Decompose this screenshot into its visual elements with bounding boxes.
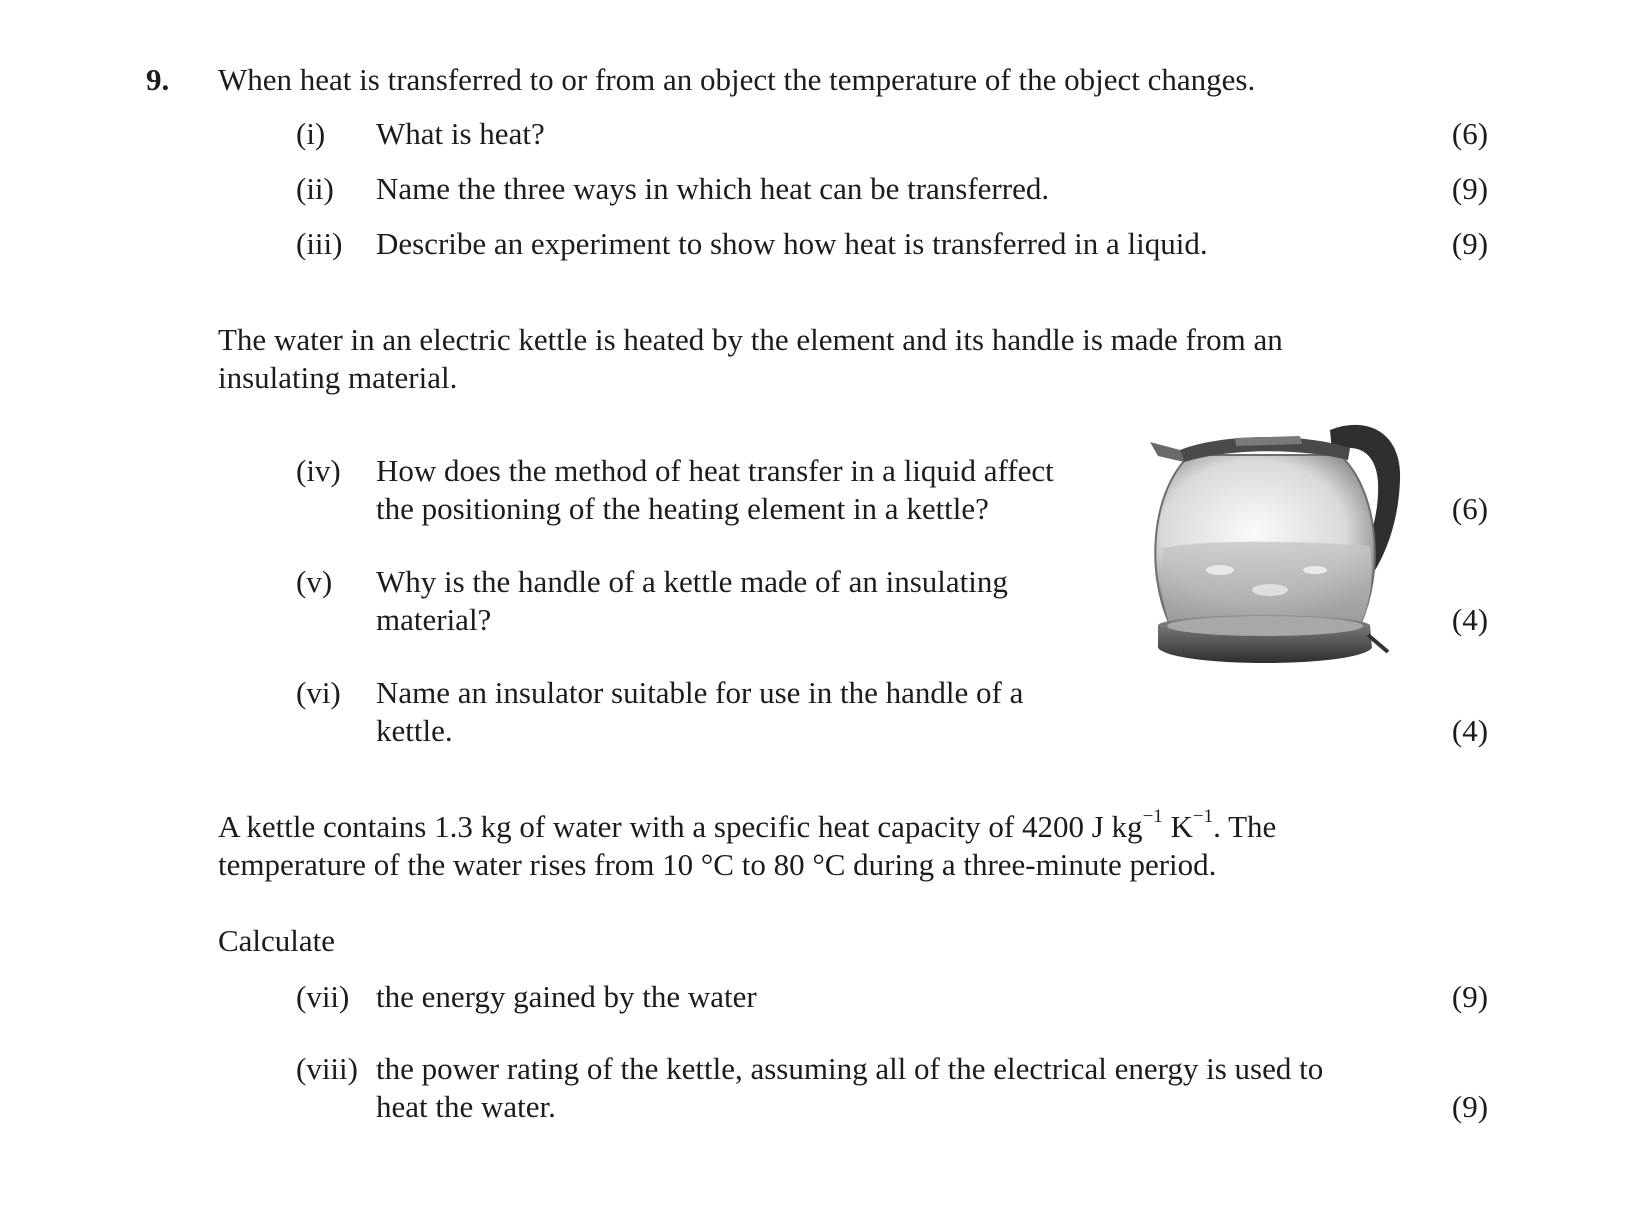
part-vii-label: (vii) (296, 979, 350, 1014)
calc-intro-line1: A kettle contains 1.3 kg of water with a specific heat capacity of 4200 J $kg^{-1}$ $K^{-1}$. The (218, 805, 1277, 844)
part-iii-marks: (9) (1451, 226, 1489, 261)
part-iv-line1: How does the method of heat transfer in a liquid affect (376, 453, 1054, 488)
part-viii-line1: the power rating of the kettle, assuming all of the electrical energy is used to (376, 1051, 1324, 1086)
part-vii-line1: the energy gained by the water (376, 979, 757, 1014)
part-vii-marks: (9) (1451, 979, 1489, 1014)
question-number: 9. (146, 62, 170, 97)
part-v-label: (v) (296, 564, 333, 599)
part-vi-marks: (4) (1451, 713, 1489, 748)
question-intro: When heat is transferred to or from an object the temperature of the object changes. (218, 62, 1256, 97)
part-ii-label: (ii) (296, 171, 334, 206)
part-iv-marks: (6) (1451, 491, 1489, 526)
part-vi-line1: Name an insulator suitable for use in the handle of a (376, 675, 1024, 710)
part-viii-marks: (9) (1451, 1089, 1489, 1124)
part-ii-marks: (9) (1451, 171, 1489, 206)
part-v-line2: material? (376, 602, 492, 637)
part-i-label: (i) (296, 116, 326, 151)
part-iii-label: (iii) (296, 226, 343, 261)
kettle-intro-line2: insulating material. (218, 360, 458, 395)
part-i-marks: (6) (1451, 116, 1489, 151)
kettle-image (1150, 420, 1420, 710)
part-i-text: What is heat? (376, 116, 545, 151)
part-iv-label: (iv) (296, 453, 341, 488)
kettle-intro-line1: The water in an electric kettle is heated by the element and its handle is made from an (218, 322, 1283, 357)
part-vi-line2: kettle. (376, 713, 453, 748)
part-iv-line2: the positioning of the heating element in a kettle? (376, 491, 989, 526)
calculate-label: Calculate (218, 923, 336, 958)
part-ii-text: Name the three ways in which heat can be transferred. (376, 171, 1050, 206)
part-viii-label: (viii) (296, 1051, 358, 1086)
part-vi-label: (vi) (296, 675, 341, 710)
part-iii-text: Describe an experiment to show how heat is transferred in a liquid. (376, 226, 1208, 261)
part-v-marks: (4) (1451, 602, 1489, 637)
part-viii-line2: heat the water. (376, 1089, 556, 1124)
part-v-line1: Why is the handle of a kettle made of an insulating (376, 564, 1008, 599)
calc-intro-line2: temperature of the water rises from 10 °C to 80 °C during a three-minute period. (218, 847, 1217, 882)
